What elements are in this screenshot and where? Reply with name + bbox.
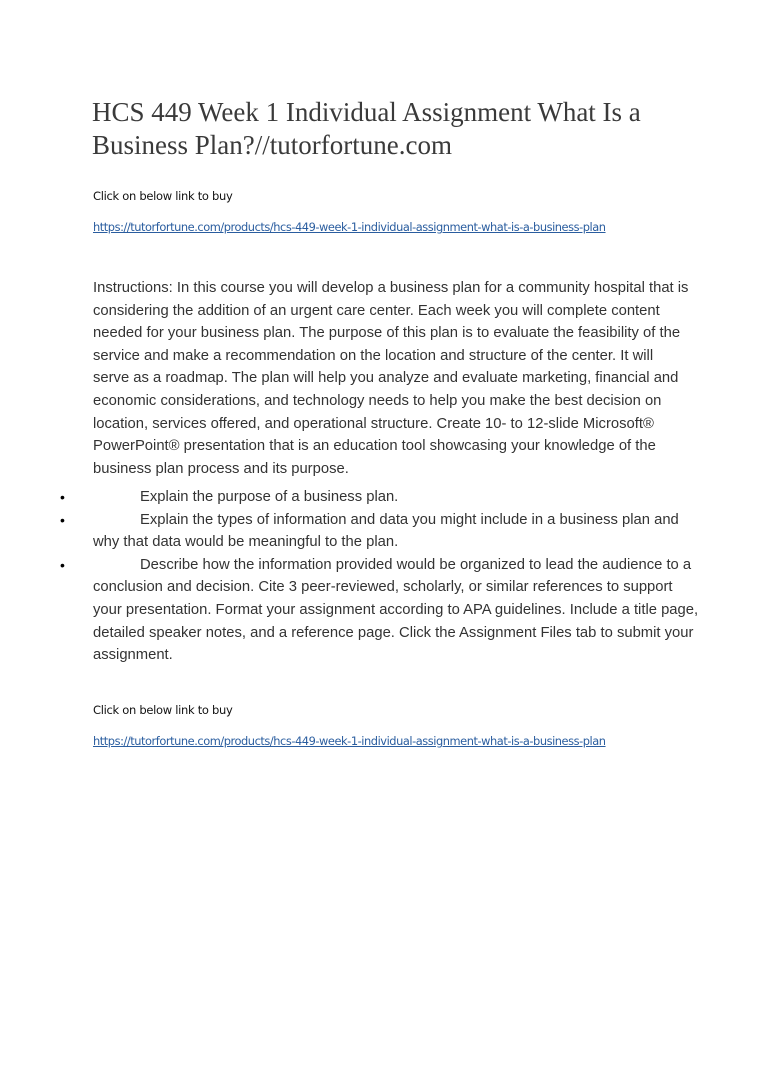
list-item-text: Explain the purpose of a business plan. — [140, 489, 399, 505]
top-cta-label: Click on below link to buy — [93, 189, 233, 203]
bottom-purchase-link[interactable]: https://tutorfortune.com/products/hcs-449-week-1-individual-assignment-what-is-a-business-plan — [93, 734, 606, 748]
list-item-text: Explain the types of information and data you might include in a business plan and why that data would be meaningful to the plan. — [93, 511, 679, 551]
document-title: HCS 449 Week 1 Individual Assignment What Is a Business Plan?//tutorfortune.com — [92, 97, 641, 160]
bullet-icon: • — [60, 556, 65, 573]
list-item — [60, 486, 700, 509]
instructions-paragraph: Instructions: In this course you will develop a business plan for a community hospital that is considering the addition of an urgent care center. Each week you will complete content needed for your business plan. The purpose of this plan is to evaluate the feasibility of the service and make a recommendation on the location and structure of the center. It will serve as a roadmap. The plan will help you analyze and evaluate marketing, financial and economic considerations, and technology needs to help you make the best decision on location, services offered, and operational structure. Create 10- to 12-slide Microsoft® PowerPoint® presentation that is an education tool showcasing your knowledge of the business plan process and its purpose. — [93, 280, 689, 477]
list-item — [60, 509, 700, 554]
bullet-icon: • — [60, 511, 65, 528]
list-item-text: Describe how the information provided would be organized to lead the audience to a conclusion and decision. Cite 3 peer-reviewed, scholarly, or similar references to support your presentation. Format your assignment according to APA guidelines. Include a title page, detailed speaker notes, and a reference page. Click the Assignment Files tab to submit your assignment. — [93, 556, 699, 664]
list-item — [60, 554, 700, 667]
bullet-icon: • — [60, 489, 65, 505]
top-purchase-link[interactable]: https://tutorfortune.com/products/hcs-449-week-1-individual-assignment-what-is-a-business-plan — [93, 220, 606, 234]
bottom-cta-label: Click on below link to buy — [93, 703, 233, 717]
requirements-list — [60, 486, 700, 667]
